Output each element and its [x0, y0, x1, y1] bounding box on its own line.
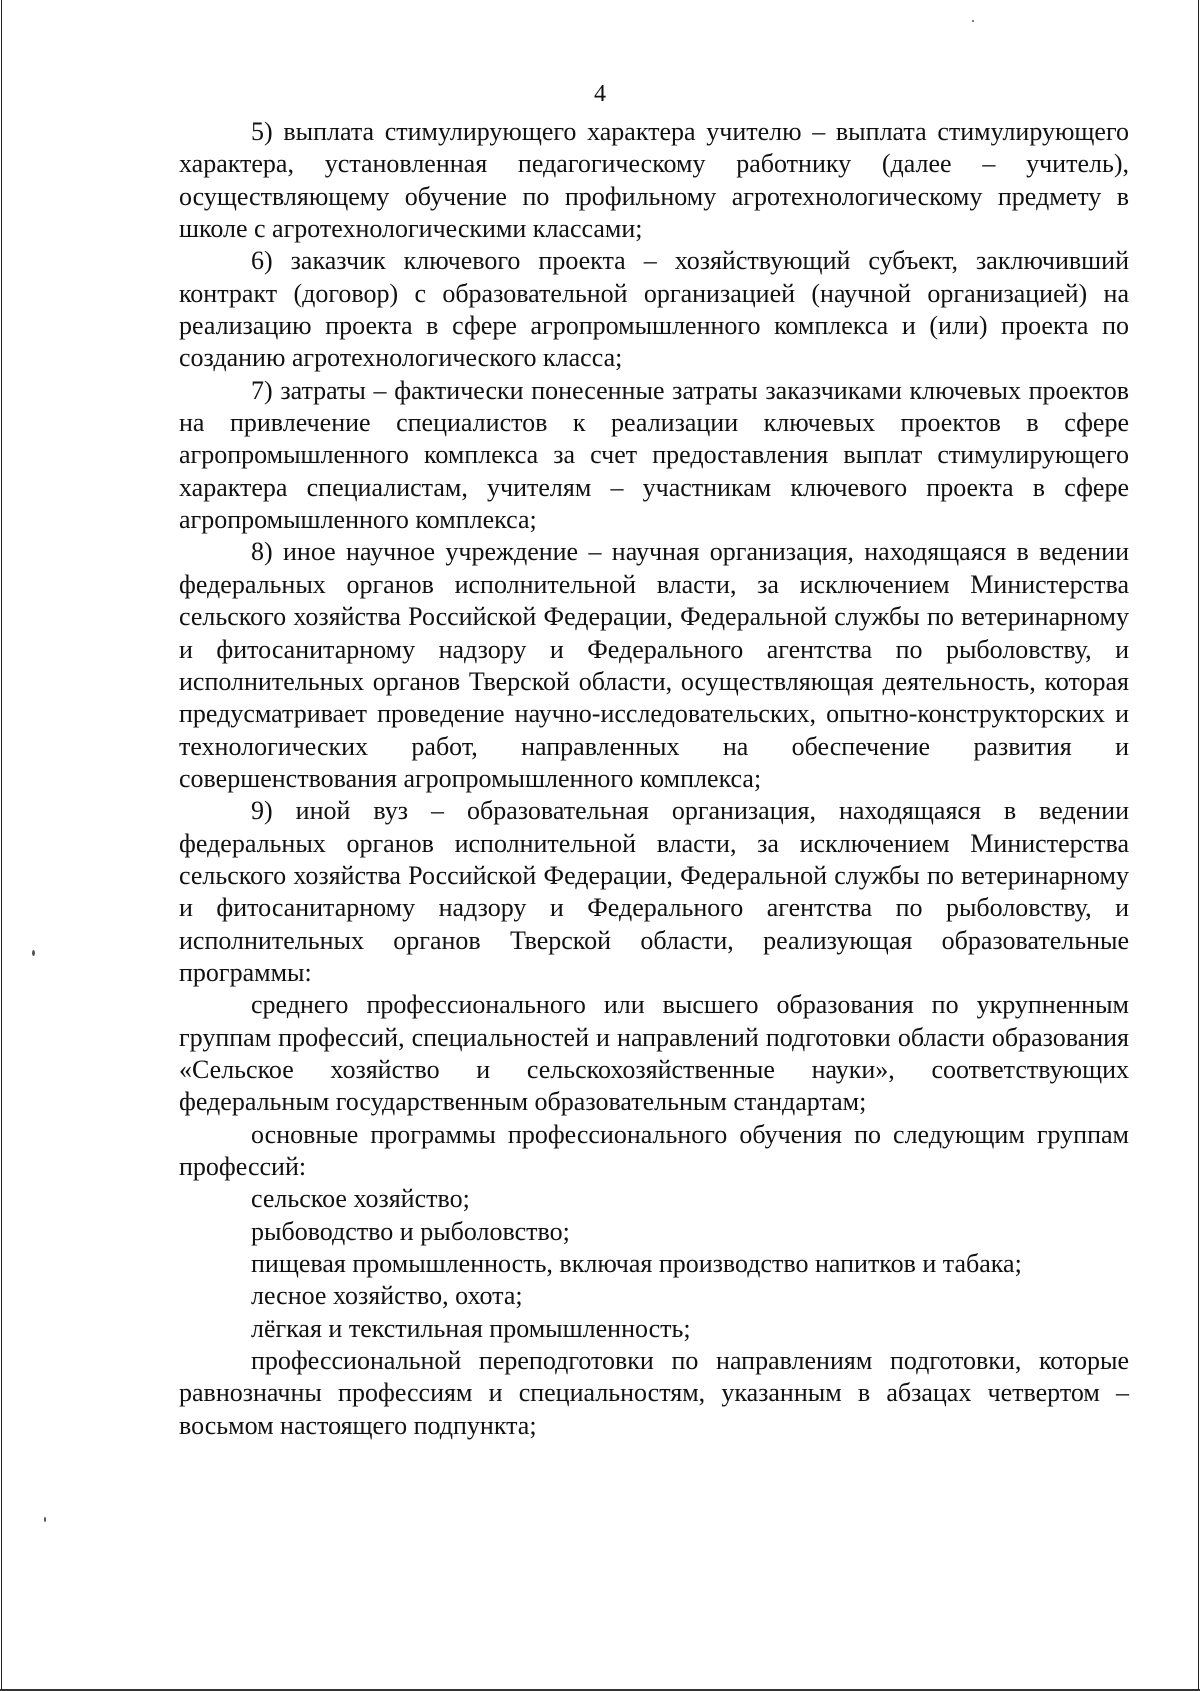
paragraph-item-6: 6) заказчик ключевого проекта – хозяйствующий субъект, заключивший контракт (договор) с образовательной организацией (научной организацией) на реализацию проекта в сфере агропромышленного комплекса и (или) проекта по созданию агротехнологического класса;	[179, 246, 1129, 373]
paragraph-retraining: профессиональной переподготовки по направлениям подготовки, которые равнозначны профессиям и специальностям, указанным в абзацах четвертом – восьмом настоящего подпункта;	[179, 1346, 1129, 1440]
paragraph-vocational-programs: среднего профессионального или высшего образования по укрупненным группам профессий, специальностей и направлений подготовки области образования «Сельское хозяйство и сельскохозяйственные науки», соответствующих федеральным государственным образовательным стандартам;	[179, 990, 1129, 1117]
list-item-agriculture: сельское хозяйство;	[251, 1184, 470, 1214]
list-item-forestry: лесное хозяйство, охота;	[251, 1281, 523, 1311]
paragraph-item-9: 9) иной вуз – образовательная организация, находящаяся в ведении федеральных органов исполнительной власти, за исключением Министерства сельского хозяйства Российской Федерации, Федеральной службы по ветеринарному и фитосанитарному надзору и Федерального агентства по рыболовству, и исполнительных органов Тверской области, реализующая образовательные программы:	[179, 796, 1129, 987]
scan-speck	[44, 1517, 46, 1522]
paragraph-training-programs: основные программы профессионального обучения по следующим группам профессий:	[179, 1119, 1129, 1181]
scan-edge-left	[1, 0, 2, 1691]
scan-edge-right	[1198, 0, 1199, 1691]
document-body	[179, 116, 1129, 1442]
paragraph-item-8: 8) иное научное учреждение – научная организация, находящаяся в ведении федеральных органов исполнительной власти, за исключением Министерства сельского хозяйства Российской Федерации, Федеральной службы по ветеринарному и фитосанитарному надзору и Федерального агентства по рыболовству, и исполнительных органов Тверской области, осуществляющая деятельность, которая предусматривает проведение научно-исследовательских, опытно-конструкторских и технологических работ, направленных на обеспечение развития и совершенствования агропромышленного комплекса;	[179, 537, 1129, 793]
paragraph-item-5: 5) выплата стимулирующего характера учителю – выплата стимулирующего характера, установленная педагогическому работнику (далее – учитель), осуществляющему обучение по профильному агротехнологическому предмету в школе с агротехнологическими классами;	[179, 117, 1129, 244]
list-item-fishing: рыбоводство и рыболовство;	[251, 1216, 570, 1246]
scan-speck	[972, 20, 974, 22]
list-item-light-industry: лёгкая и текстильная промышленность;	[251, 1313, 691, 1343]
scan-speck	[32, 950, 35, 956]
page-number: 4	[594, 81, 606, 107]
list-item-food-industry: пищевая промышленность, включая производство напитков и табака;	[251, 1249, 1022, 1279]
paragraph-item-7: 7) затраты – фактически понесенные затраты заказчиками ключевых проектов на привлечение специалистов к реализации ключевых проектов в сфере агропромышленного комплекса за счет предоставления выплат стимулирующего характера специалистам, учителям – участникам ключевого проекта в сфере агропромышленного комплекса;	[179, 375, 1129, 535]
